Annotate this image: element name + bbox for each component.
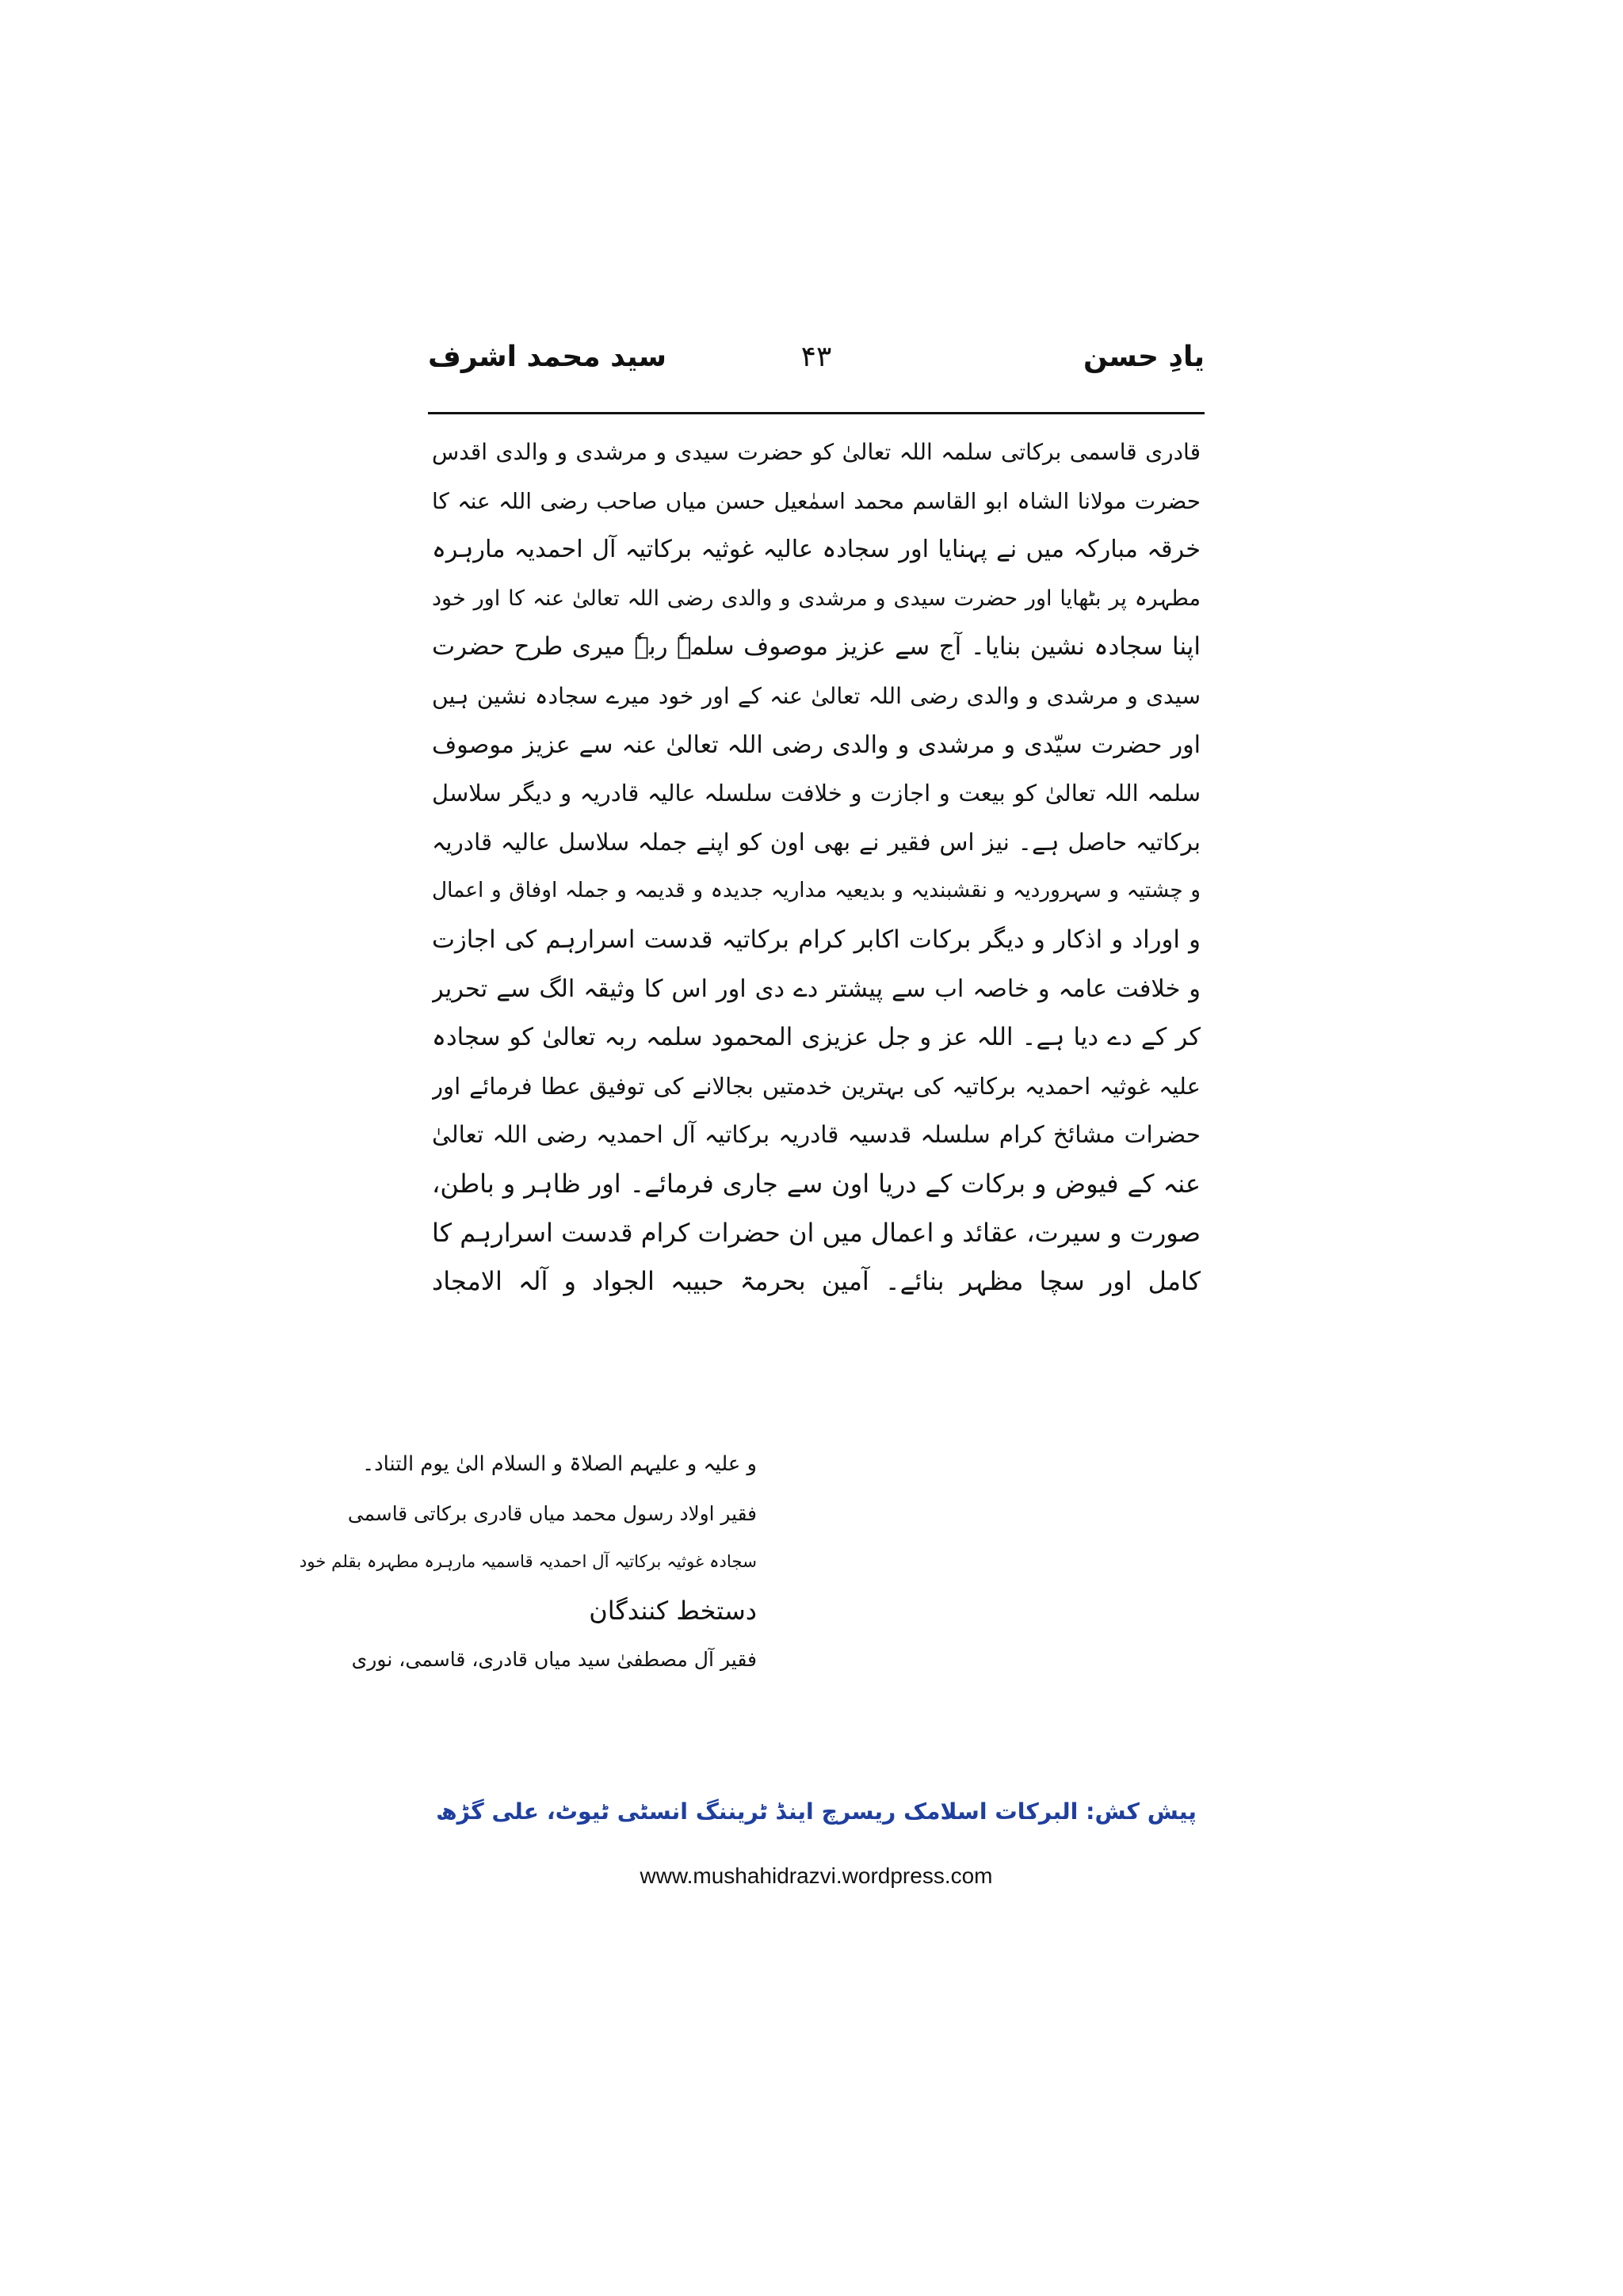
body-line: علیہ غوثیہ احمدیہ برکاتیہ کی بہترین خدمتیں بجالانے کی توفیق عطا فرمائے اور [432, 1072, 1201, 1100]
footer-url[interactable]: www.mushahidrazvi.wordpress.com [640, 1863, 993, 1888]
book-title: یادِ حسن [1083, 341, 1205, 373]
signature-line: دستخط کنندگان [589, 1595, 757, 1626]
body-line: کر کے دے دیا ہے۔ اللہ عز و جل عزیزی المحمود سلمہ ربہ تعالیٰ کو سجادہ [432, 1024, 1201, 1052]
body-line: و چشتیہ و سہروردیہ و نقشبندیہ و بدیعیہ مداریہ جدیدہ و قدیمہ و جملہ اوفاق و اعمال [432, 879, 1201, 903]
body-line: کامل اور سچا مظہر بنائے۔ آمین بحرمۃ حبیبہ الجواد و آلہ الامجاد [432, 1266, 1201, 1297]
signature-block [299, 1440, 1201, 1684]
body-line: قادری قاسمی برکاتی سلمہ اللہ تعالیٰ کو حضرت سیدی و مرشدی و والدی اقدس [432, 439, 1201, 465]
body-line: صورت و سیرت، عقائد و اعمال میں ان حضرات کرام قدست اسرارہم کا [432, 1217, 1201, 1248]
closing-prayer: و علیہ و علیہم الصلاۃ و السلام الیٰ یوم التناد۔ [362, 1452, 757, 1476]
body-line: حضرات مشائخ کرام سلسلہ قدسیہ قادریہ برکاتیہ آل احمدیہ رضی اللہ تعالیٰ [432, 1121, 1201, 1149]
body-line: مطہرہ پر بٹھایا اور حضرت سیدی و مرشدی و والدی رضی اللہ تعالیٰ عنہ کا اور خود [432, 585, 1201, 611]
body-line: خرقہ مبارکہ میں نے پہنایا اور سجادہ عالیہ غوثیہ برکاتیہ آل احمدیہ مارہرہ [432, 536, 1201, 564]
signature-line: فقیر آل مصطفیٰ سید میاں قادری، قاسمی، نوری [351, 1648, 757, 1672]
body-line: برکاتیہ حاصل ہے۔ نیز اس فقیر نے بھی اون کو اپنے جملہ سلاسل عالیہ قادریہ [432, 828, 1201, 856]
page-header [428, 333, 1205, 396]
body-line: سیدی و مرشدی و والدی رضی اللہ تعالیٰ عنہ کے اور خود میرے سجادہ نشین ہیں [432, 682, 1201, 709]
header-divider [428, 412, 1205, 414]
signature-line: فقیر اولاد رسول محمد میاں قادری برکاتی قاسمی [347, 1501, 757, 1525]
footer-credit: پیش کش: البرکات اسلامک ریسرچ اینڈ ٹریننگ انسٹی ٹیوٹ، علی گڑھ [436, 1798, 1197, 1825]
body-line: و اوراد و اذکار و دیگر برکات اکابر کرام برکاتیہ قدست اسرارہم کی اجازت [432, 925, 1201, 954]
body-line: عنہ کے فیوض و برکات کے دریا اون سے جاری فرمائے۔ اور ظاہر و باطن، [432, 1168, 1201, 1199]
body-line: اور حضرت سیّدی و مرشدی و والدی رضی اللہ تعالیٰ عنہ سے عزیز موصوف [432, 730, 1201, 759]
body-line: سلمہ اللہ تعالیٰ کو بیعت و اجازت و خلافت سلسلہ عالیہ قادریہ و دیگر سلاسل [432, 780, 1201, 807]
body-line: حضرت مولانا الشاہ ابو القاسم محمد اسمٰعیل حسن میاں صاحب رضی اللہ عنہ کا [432, 487, 1201, 514]
body-paragraph [432, 428, 1201, 1306]
body-line: و خلافت عامہ و خاصہ اب سے پیشتر دے دی اور اس کا وثیقہ الگ سے تحریر [432, 974, 1201, 1003]
author-name: سید محمد اشرف [428, 341, 667, 373]
page-number: ۴۳ [800, 341, 832, 373]
body-line: اپنا سجادہ نشین بنایا۔ آج سے عزیز موصوف سلمہٗ ربہٗ میری طرح حضرت [432, 632, 1201, 662]
signature-line: سجادہ غوثیہ برکاتیہ آل احمدیہ قاسمیہ مارہرہ مطہرہ بقلم خود [299, 1552, 757, 1573]
